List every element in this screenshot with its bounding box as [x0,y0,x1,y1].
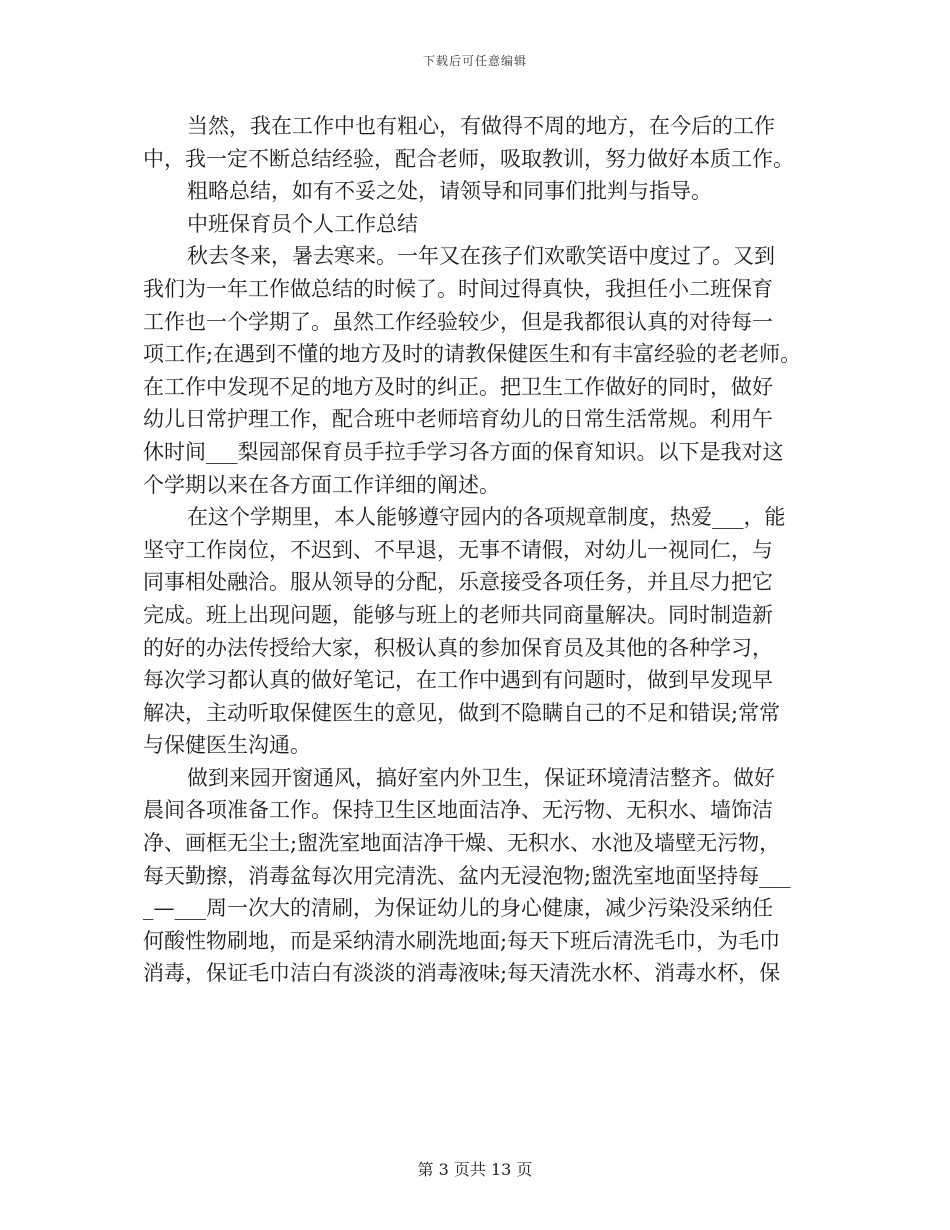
text-line: 中班保育员个人工作总结 [187,211,418,236]
text-line: 秋去冬来，暑去寒来。一年又在孩子们欢歌笑语中度过了。又到 [187,244,775,269]
text-line: 消毒，保证毛巾洁白有淡淡的消毒液味;每天清洗水杯、消毒水杯，保 [143,961,781,986]
text-line: 坚守工作岗位，不迟到、不早退，无事不请假，对幼儿一视同仁，与 [143,537,773,562]
text-line: 做到来园开窗通风，搞好室内外卫生，保证环境清洁整齐。做好 [187,765,775,790]
text-line: 何酸性物刷地，而是采纳清水刷洗地面;每天下班后清洗毛巾，为毛巾 [143,928,781,953]
page-footer: 第 3 页共 13 页 [417,1160,533,1179]
text-line: 解决，主动听取保健医生的意见，做到不隐瞒自己的不足和错误;常常 [143,700,781,725]
text-line: 完成。班上出现问题，能够与班上的老师共同商量解决。同时制造新 [143,602,773,627]
text-line: 每次学习都认真的做好笔记，在工作中遇到有问题时，做到早发现早 [143,668,773,693]
text-line: 休时间___梨园部保育员手拉手学习各方面的保育知识。以下是我对这 [143,439,784,464]
text-line: 项工作;在遇到不懂的地方及时的请教保健医生和有丰富经验的老老师。 [143,342,802,367]
text-line: 粗略总结，如有不妥之处，请领导和同事们批判与指导。 [187,179,712,204]
text-line: 幼儿日常护理工作，配合班中老师培育幼儿的日常生活常规。利用午 [143,407,773,432]
text-line: 同事相处融洽。服从领导的分配，乐意接受各项任务，并且尽力把它 [143,570,773,595]
document-body [143,110,815,990]
text-line: 工作也一个学期了。虽然工作经验较少，但是我都很认真的对待每一 [143,309,773,334]
text-line: _—___周一次大的清刷，为保证幼儿的身心健康，减少污染没采纳任 [143,896,773,921]
text-line: 我们为一年工作做总结的时候了。时间过得真快，我担任小二班保育 [143,276,773,301]
text-line: 个学期以来在各方面工作详细的阐述。 [143,472,500,497]
text-line: 晨间各项准备工作。保持卫生区地面洁净、无污物、无积水、墙饰洁 [143,798,773,823]
text-line: 的好的办法传授给大家，积极认真的参加保育员及其他的各种学习， [143,635,773,660]
text-line: 每天勤擦，消毒盆每次用完清洗、盆内无浸泡物;盥洗室地面坚持每___ [143,863,791,888]
text-line: 与保健医生沟通。 [143,733,311,758]
text-line: 中，我一定不断总结经验，配合老师，吸取教训，努力做好本质工作。 [143,146,794,171]
text-line: 在工作中发现不足的地方及时的纠正。把卫生工作做好的同时，做好 [143,374,773,399]
text-line: 净、画框无尘土;盥洗室地面洁净干燥、无积水、水池及墙壁无污物， [143,831,781,856]
text-line: 当然，我在工作中也有粗心，有做得不周的地方，在今后的工作 [187,114,775,138]
page-header: 下载后可任意编辑 [422,54,527,68]
text-line: 在这个学期里，本人能够遵守园内的各项规章制度，热爱___，能 [187,505,786,530]
